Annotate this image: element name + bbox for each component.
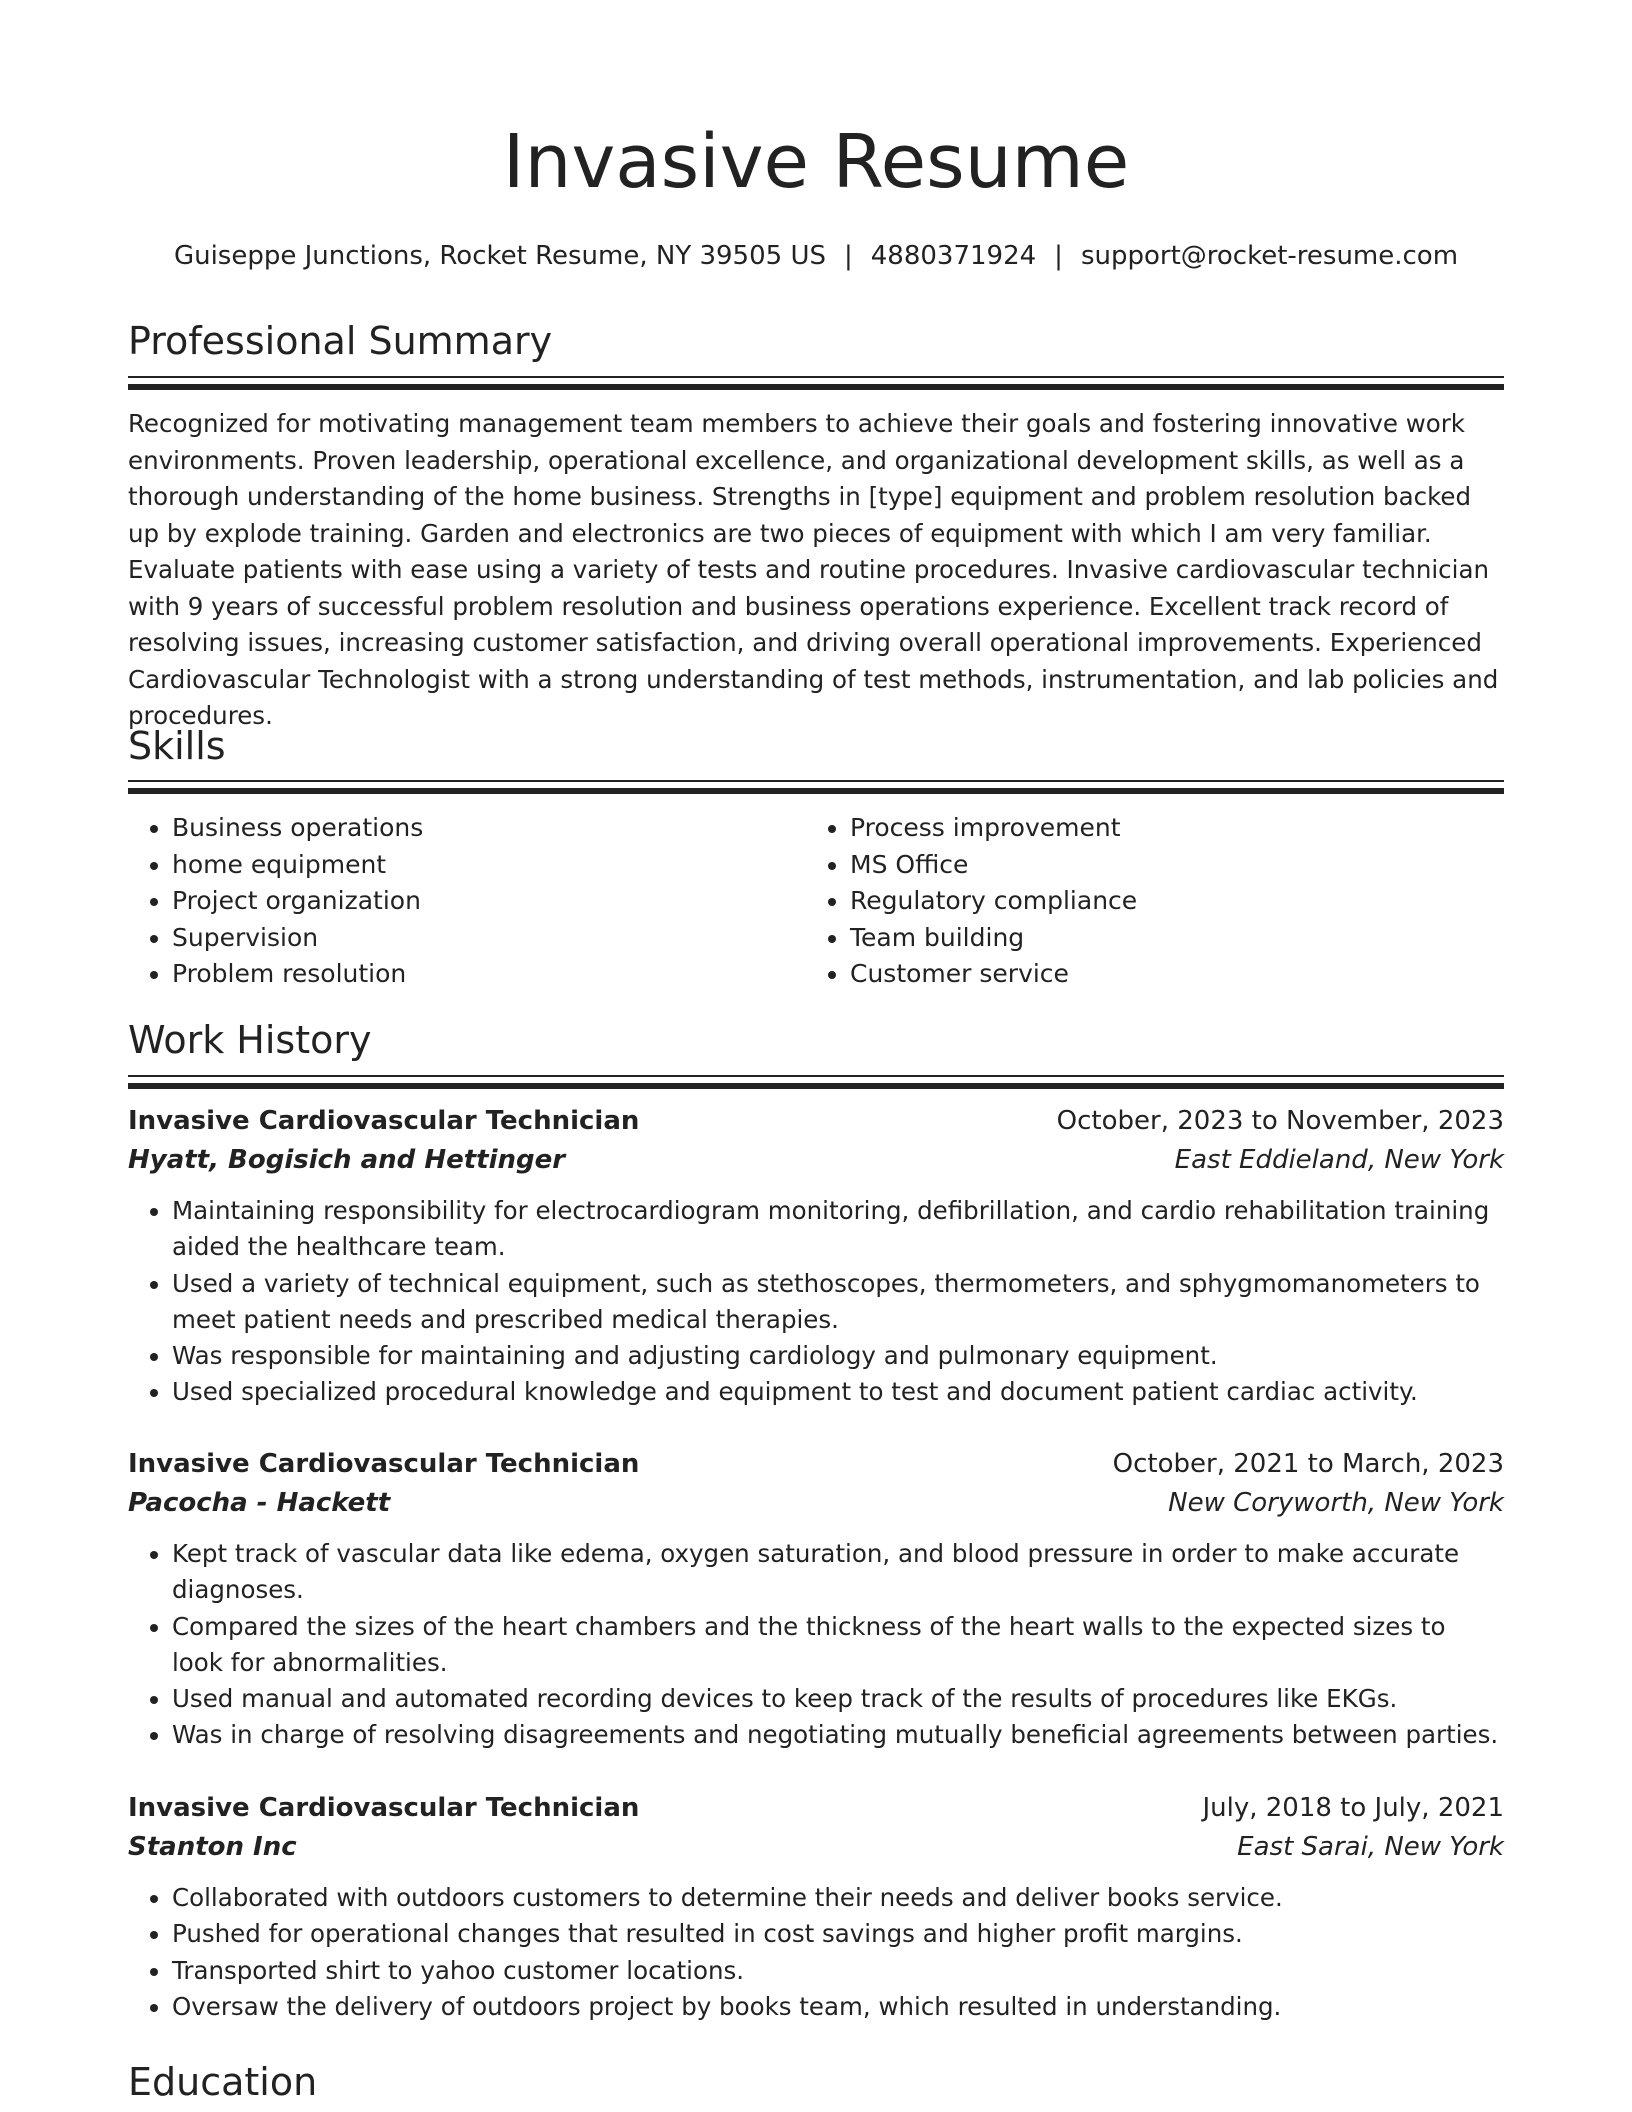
- job-bullet: • Was responsible for maintaining and adjusting cardiology and pulmonary equipment.: [172, 1338, 1504, 1374]
- job-bullet: • Maintaining responsibility for electrocardiogram monitoring, defibrillation, and cardio rehabilitation training aided the healthcare team.: [172, 1193, 1504, 1266]
- job-bullet: • Pushed for operational changes that resulted in cost savings and higher profit margins.: [172, 1916, 1504, 1952]
- job-title: Invasive Cardiovascular Technician: [128, 1793, 640, 1823]
- job-location: East Sarai, New York: [1237, 1832, 1504, 1862]
- skill-item: • Regulatory compliance: [850, 883, 1490, 920]
- job-dates: October, 2021 to March, 2023: [1112, 1449, 1504, 1479]
- contact-email: support@rocket-resume.com: [1080, 241, 1459, 271]
- job-bullet: • Transported shirt to yahoo customer locations.: [172, 1953, 1504, 1989]
- job-location: New Coryworth, New York: [1168, 1488, 1504, 1518]
- job-company: Stanton Inc: [128, 1832, 297, 1862]
- skills-heading: Skills: [128, 724, 226, 768]
- job-bullet: • Used specialized procedural knowledge and equipment to test and document patient cardiac activity.: [172, 1374, 1504, 1410]
- job-entry: [128, 1101, 1504, 1411]
- job-dates: July, 2018 to July, 2021: [1202, 1793, 1504, 1823]
- job-bullet: • Collaborated with outdoors customers to determine their needs and deliver books service.: [172, 1880, 1504, 1916]
- job-bullet: • Compared the sizes of the heart chambers and the thickness of the heart walls to the expected sizes to look for abnormalities.: [172, 1609, 1504, 1682]
- job-location: East Eddieland, New York: [1174, 1145, 1504, 1175]
- resume-name: Invasive Resume: [502, 119, 1130, 205]
- skill-item: • Business operations: [172, 810, 812, 847]
- summary-text: Recognized for motivating management team members to achieve their goals and fostering innovative work environments. Proven leadership, operational excellence, and organizational development skills, as well as a thorough understanding of the home business. Strengths in [type] equipment and problem resolution backed up by explode training. Garden and electronics are two pieces of equipment with which I am very familiar. Evaluate patients with ease using a variety of tests and routine procedures. Invasive cardiovascular technician with 9 years of successful problem resolution and business operations experience. Excellent track record of resolving issues, increasing customer satisfaction, and driving overall operational improvements. Experienced Cardiovascular Technologist with a strong understanding of test methods, instrumentation, and lab policies and procedures.: [128, 409, 1499, 730]
- job-bullet: • Kept track of vascular data like edema, oxygen saturation, and blood pressure in order to make accurate diagnoses.: [172, 1536, 1504, 1609]
- skill-item: • Team building: [850, 920, 1490, 957]
- summary-divider: [128, 376, 1504, 388]
- job-dates: October, 2023 to November, 2023: [1056, 1106, 1504, 1136]
- skills-column-2: [806, 810, 1490, 993]
- skill-item: • Problem resolution: [172, 956, 812, 993]
- skill-item: • Process improvement: [850, 810, 1490, 847]
- skills-divider: [128, 780, 1504, 792]
- skill-item: • MS Office: [850, 847, 1490, 884]
- contact-separator: |: [1054, 241, 1063, 271]
- contact-line: [128, 238, 1504, 274]
- job-company: Pacocha - Hackett: [128, 1488, 391, 1518]
- skill-item: • Supervision: [172, 920, 812, 957]
- education-heading: Education: [128, 2060, 318, 2104]
- contact-address: Guiseppe Junctions, Rocket Resume, NY 39505 US: [173, 241, 826, 271]
- skill-item: • Project organization: [172, 883, 812, 920]
- job-bullets: [128, 1880, 1504, 2025]
- job-company: Hyatt, Bogisich and Hettinger: [128, 1145, 566, 1175]
- summary-heading: Professional Summary: [128, 319, 553, 363]
- work-history-heading: Work History: [128, 1018, 372, 1062]
- job-bullets: [128, 1536, 1504, 1754]
- skill-item: • home equipment: [172, 847, 812, 884]
- job-bullet: • Used a variety of technical equipment, such as stethoscopes, thermometers, and sphygmomanometers to meet patient needs and prescribed medical therapies.: [172, 1266, 1504, 1339]
- job-bullet: • Was in charge of resolving disagreements and negotiating mutually beneficial agreements between parties.: [172, 1717, 1504, 1753]
- contact-separator: |: [843, 241, 853, 271]
- job-entry: [128, 1788, 1504, 2025]
- job-title: Invasive Cardiovascular Technician: [128, 1106, 640, 1136]
- skill-item: • Customer service: [850, 956, 1490, 993]
- contact-phone: 4880371924: [870, 241, 1037, 271]
- job-bullet: • Oversaw the delivery of outdoors project by books team, which resulted in understanding.: [172, 1989, 1504, 2025]
- job-bullets: [128, 1193, 1504, 1411]
- skills-column-1: [128, 810, 812, 993]
- work-history-divider: [128, 1075, 1504, 1087]
- job-entry: [128, 1444, 1504, 1754]
- job-title: Invasive Cardiovascular Technician: [128, 1449, 640, 1479]
- job-bullet: • Used manual and automated recording devices to keep track of the results of procedures like EKGs.: [172, 1681, 1504, 1717]
